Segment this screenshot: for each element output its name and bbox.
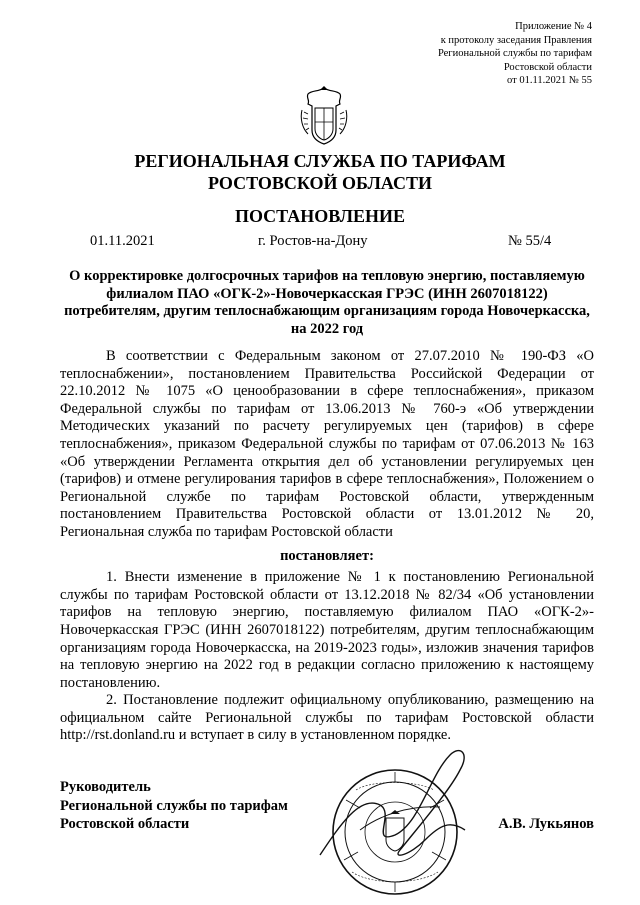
coat-of-arms-emblem (298, 86, 350, 146)
document-body (60, 348, 594, 745)
item-2-paragraph: 2. Постановление подлежит официальному опубликованию, размещению на официальном сайте Региональной службы по тарифам Ростовской области http://rst.donland.ru и вступает в силу в установленном порядке. (60, 692, 594, 744)
item-1-paragraph: 1. Внести изменение в приложение № 1 к постановлению Региональной службы по тарифам Ростовской области от 13.12.2018 № 82/34 «Об установлении тарифов на тепловую энергию, поставляемую филиалом ПАО «ОГК-2»-Новочеркасская ГРЭС (ИНН 2607018122) потребителям, другим теплоснабжающим организациям города Новочеркасска, на 2019-2023 годы», изложив значения тарифов на тепловую энергию на 2022 год в редакции согласно приложению к настоящему постановлению. (60, 569, 594, 691)
preamble-paragraph: В соответствии с Федеральным законом от 27.07.2010 № 190-ФЗ «О теплоснабжении», постановлением Правительства Российской Федерации от 22.10.2012 № 1075 «О ценообразовании в сфере теплоснабжения», приказом Федеральной службы по тарифам от 13.06.2013 № 760-э «Об утверждении Методических указаний по расчету регулируемых цен (тарифов) в сфере теплоснабжения», приказом Федеральной службы по тарифам от 07.06.2013 № 163 «Об утверждении Регламента открытия дел об установлении регулируемых цен (тарифов) и отмене регулирования тарифов в сфере теплоснабжения», Положением о Региональной службе по тарифам Ростовской области, утвержденным постановлением Правительства Ростовской области от 13.01.2012 № 20, Региональная служба по тарифам Ростовской области (60, 348, 594, 540)
document-city: г. Ростов-на-Дону (258, 233, 368, 249)
document-date: 01.11.2021 (90, 233, 155, 249)
appendix-note (332, 20, 592, 88)
agency-name (0, 150, 640, 194)
handwritten-signature (300, 735, 490, 875)
appendix-line: от 01.11.2021 № 55 (507, 75, 592, 87)
signatory-name: А.В. Лукьянов (498, 816, 594, 832)
appendix-line: к протоколу заседания Правления (440, 34, 592, 46)
document-subject: О корректировке долгосрочных тарифов на тепловую энергию, поставляемую филиалом ПАО «ОГК-2»-Новочеркасская ГРЭС (ИНН 2607018122) потребителям, другим теплоснабжающим организациям города Новочеркасска, на 2022 год (64, 268, 590, 337)
signatory-position (60, 778, 288, 834)
appendix-line: Приложение № 4 (515, 21, 592, 32)
agency-name-line2: РОСТОВСКОЙ ОБЛАСТИ (208, 173, 432, 193)
signatory-position-line3: Ростовской области (60, 816, 190, 832)
appendix-line: Региональной службы по тарифам (437, 48, 592, 60)
signatory-position-line1: Руководитель (60, 779, 151, 795)
signatory-position-line2: Региональной службы по тарифам (60, 797, 288, 814)
resolves-heading: постановляет: (280, 547, 374, 564)
agency-name-line1: РЕГИОНАЛЬНАЯ СЛУЖБА ПО ТАРИФАМ (134, 151, 506, 171)
document-type: ПОСТАНОВЛЕНИЕ (234, 206, 406, 226)
document-number: № 55/4 (508, 233, 552, 249)
appendix-line: Ростовской области (503, 61, 592, 73)
